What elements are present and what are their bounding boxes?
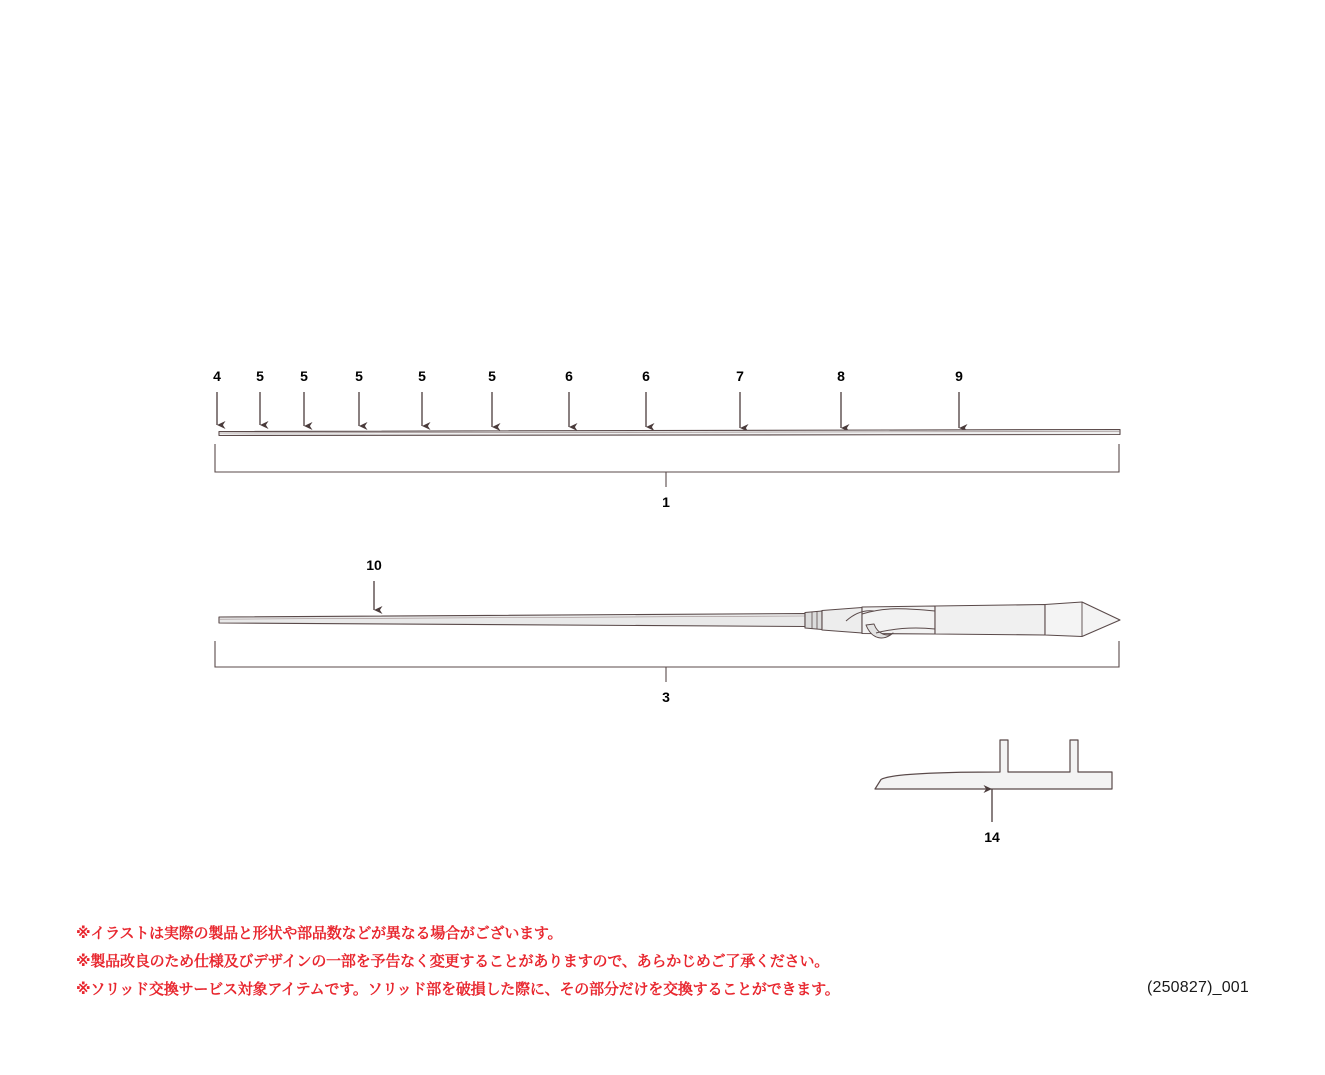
callout-label-5d: 5 <box>418 368 426 384</box>
callout-label-5b: 5 <box>300 368 308 384</box>
callout-label-5c: 5 <box>355 368 363 384</box>
note-line-3: ※ソリッド交換サービス対象アイテムです。ソリッド部を破損した際に、その部分だけを交換することができます。 <box>76 980 840 998</box>
disclaimer-notes <box>76 919 1076 1003</box>
hook-keeper-part <box>875 740 1112 789</box>
callout-label-4: 4 <box>213 368 221 384</box>
callout-label-6b: 6 <box>642 368 650 384</box>
note-line-2: ※製品改良のため仕様及びデザインの一部を予告なく変更することがありますので、あらかじめご了承ください。 <box>76 952 830 970</box>
document-code: (250827)_001 <box>1146 979 1249 996</box>
callout-label-9: 9 <box>955 368 963 384</box>
tip-section-rod <box>219 430 1120 436</box>
callout-label-6a: 6 <box>565 368 573 384</box>
note-line-1: ※イラストは実際の製品と形状や部品数などが異なる場合がございます。 <box>76 924 563 942</box>
callout-label-5a: 5 <box>256 368 264 384</box>
callout-label-5e: 5 <box>488 368 496 384</box>
tip-section-bracket <box>215 444 1119 487</box>
callout-label-7: 7 <box>736 368 744 384</box>
butt-section-bracket <box>215 641 1119 682</box>
callout-label-3: 3 <box>662 689 670 705</box>
top-callout-arrows <box>217 392 959 428</box>
butt-section-rod <box>219 602 1120 638</box>
callout-label-10: 10 <box>366 557 382 573</box>
callout-label-1: 1 <box>662 494 670 510</box>
callout-label-14: 14 <box>984 829 1000 845</box>
callout-label-8: 8 <box>837 368 845 384</box>
